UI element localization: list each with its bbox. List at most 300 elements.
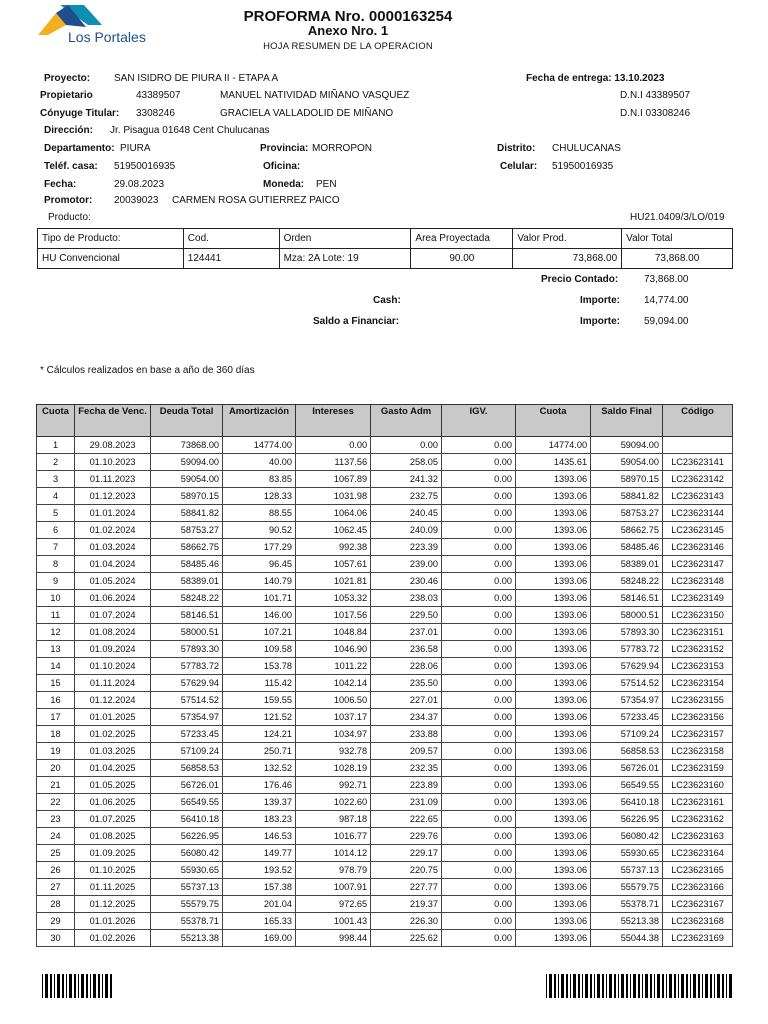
table-cell: 0.00 (442, 879, 516, 896)
moneda-value: PEN (316, 179, 337, 190)
table-cell: 90.52 (223, 522, 296, 539)
table-cell: 1067.89 (296, 471, 371, 488)
precio-contado-value: 73,868.00 (644, 274, 689, 285)
table-cell: 159.55 (223, 692, 296, 709)
table-cell: 932.78 (296, 743, 371, 760)
table-cell: 28 (37, 896, 75, 913)
table-cell: 57354.97 (151, 709, 223, 726)
table-cell: 0.00 (442, 658, 516, 675)
table-cell: 19 (37, 743, 75, 760)
table-cell: 58000.51 (151, 624, 223, 641)
table-row (37, 488, 733, 505)
table-cell: 8 (37, 556, 75, 573)
table-cell: 0.00 (442, 709, 516, 726)
schedule-header-cell: Deuda Total (151, 405, 223, 437)
table-cell: 01.01.2026 (75, 913, 151, 930)
table-cell: 01.07.2024 (75, 607, 151, 624)
table-cell: 238.03 (371, 590, 442, 607)
table-cell: 139.37 (223, 794, 296, 811)
table-cell: 56549.55 (591, 777, 663, 794)
table-cell: 1042.14 (296, 675, 371, 692)
producto-code: HU21.0409/3/LO/019 (630, 212, 725, 223)
provincia-label: Provincia: (260, 143, 309, 154)
table-cell: 107.21 (223, 624, 296, 641)
table-cell: 1037.17 (296, 709, 371, 726)
table-cell: 1393.06 (516, 726, 591, 743)
table-cell: 57514.52 (591, 675, 663, 692)
table-cell: 146.00 (223, 607, 296, 624)
table-row (37, 811, 733, 828)
table-cell: 1393.06 (516, 607, 591, 624)
table-cell: 222.65 (371, 811, 442, 828)
table-cell: 55930.65 (591, 845, 663, 862)
table-row (37, 930, 733, 947)
table-cell: LC23623155 (663, 692, 733, 709)
table-cell: 1393.06 (516, 658, 591, 675)
logo-text: Los Portales (68, 29, 146, 45)
table-cell: 124.21 (223, 726, 296, 743)
schedule-header-cell: Intereses (296, 405, 371, 437)
table-cell: 0.00 (442, 743, 516, 760)
table-cell: 1393.06 (516, 845, 591, 862)
schedule-header-cell: Código (663, 405, 733, 437)
table-cell: 58248.22 (591, 573, 663, 590)
saldo-importe-value: 59,094.00 (644, 316, 689, 327)
table-cell: 58146.51 (591, 590, 663, 607)
table-cell: 987.18 (296, 811, 371, 828)
table-cell: 22 (37, 794, 75, 811)
table-cell: 01.09.2025 (75, 845, 151, 862)
schedule-header-cell: Amortización (223, 405, 296, 437)
table-cell: 29 (37, 913, 75, 930)
table-cell: 01.12.2024 (75, 692, 151, 709)
table-cell: 2 (37, 454, 75, 471)
fecha-label: Fecha: (44, 179, 77, 190)
table-cell: 58970.15 (591, 471, 663, 488)
table-cell: 0.00 (442, 437, 516, 454)
table-cell: 0.00 (442, 828, 516, 845)
table-row (37, 624, 733, 641)
promotor-name: CARMEN ROSA GUTIERREZ PAICO (172, 195, 340, 206)
table-cell: 56226.95 (151, 828, 223, 845)
product-header-cell: Area Proyectada (411, 229, 513, 249)
table-cell: 1393.06 (516, 692, 591, 709)
table-cell: 1393.06 (516, 777, 591, 794)
table-cell: 0.00 (371, 437, 442, 454)
table-cell: 1393.06 (516, 522, 591, 539)
table-cell: 153.78 (223, 658, 296, 675)
table-cell: 57893.30 (151, 641, 223, 658)
product-header-cell: Valor Total (622, 229, 733, 249)
table-cell: 58248.22 (151, 590, 223, 607)
table-cell: LC23623141 (663, 454, 733, 471)
conyuge-name: GRACIELA VALLADOLID DE MIÑANO (220, 108, 394, 119)
table-cell: 169.00 (223, 930, 296, 947)
provincia-value: MORROPON (312, 143, 372, 154)
table-cell: 0.00 (442, 471, 516, 488)
table-cell: 58146.51 (151, 607, 223, 624)
table-cell: 223.89 (371, 777, 442, 794)
table-cell: 73868.00 (151, 437, 223, 454)
table-cell: 201.04 (223, 896, 296, 913)
table-cell: 227.01 (371, 692, 442, 709)
table-cell: 219.37 (371, 896, 442, 913)
table-cell: 226.30 (371, 913, 442, 930)
table-cell: 18 (37, 726, 75, 743)
table-cell: 1006.50 (296, 692, 371, 709)
direccion-label: Dirección: (44, 125, 93, 136)
table-cell: LC23623167 (663, 896, 733, 913)
product-cell-area: 90.00 (411, 249, 513, 269)
table-cell: 229.17 (371, 845, 442, 862)
document-subtitle: Anexo Nro. 1 (307, 23, 389, 38)
table-cell: 01.02.2024 (75, 522, 151, 539)
table-cell: 1393.06 (516, 709, 591, 726)
table-cell: 0.00 (442, 590, 516, 607)
product-header-cell: Cod. (183, 229, 279, 249)
table-cell: 209.57 (371, 743, 442, 760)
precio-contado-label: Precio Contado: (541, 274, 619, 285)
table-cell: 21 (37, 777, 75, 794)
payment-schedule-table (36, 404, 733, 947)
table-cell: LC23623157 (663, 726, 733, 743)
table-cell: 1062.45 (296, 522, 371, 539)
direccion-value: Jr. Pisagua 01648 Cent Chulucanas (110, 125, 270, 136)
table-cell: 59054.00 (591, 454, 663, 471)
distrito-value: CHULUCANAS (552, 143, 621, 154)
table-row (37, 743, 733, 760)
table-cell: 1393.06 (516, 471, 591, 488)
table-cell: 01.10.2023 (75, 454, 151, 471)
product-header-cell: Tipo de Producto: (38, 229, 184, 249)
table-row (37, 658, 733, 675)
table-cell: 1021.81 (296, 573, 371, 590)
table-cell: 56726.01 (151, 777, 223, 794)
product-cell-valor-total: 73,868.00 (622, 249, 733, 269)
table-cell: 01.06.2025 (75, 794, 151, 811)
table-cell: LC23623152 (663, 641, 733, 658)
table-cell: 56080.42 (151, 845, 223, 862)
promotor-label: Promotor: (44, 195, 93, 206)
propietario-id: 43389507 (136, 90, 181, 101)
table-cell: 25 (37, 845, 75, 862)
table-cell: 228.06 (371, 658, 442, 675)
schedule-header-row (37, 405, 733, 437)
table-cell: 1393.06 (516, 624, 591, 641)
document-caption: HOJA RESUMEN DE LA OPERACION (263, 41, 433, 52)
table-cell: 58841.82 (591, 488, 663, 505)
table-cell: 1137.56 (296, 454, 371, 471)
table-cell: 55213.38 (591, 913, 663, 930)
table-cell: 0.00 (442, 641, 516, 658)
table-cell: 01.12.2023 (75, 488, 151, 505)
table-cell: LC23623163 (663, 828, 733, 845)
table-cell: 1011.22 (296, 658, 371, 675)
saldo-label: Saldo a Financiar: (313, 316, 400, 327)
table-cell: LC23623160 (663, 777, 733, 794)
table-cell: 56549.55 (151, 794, 223, 811)
table-cell: LC23623142 (663, 471, 733, 488)
table-cell: 14774.00 (516, 437, 591, 454)
table-cell: 1393.06 (516, 896, 591, 913)
table-row (37, 454, 733, 471)
table-cell: 1393.06 (516, 828, 591, 845)
table-cell: 0.00 (442, 896, 516, 913)
table-cell: 01.05.2025 (75, 777, 151, 794)
table-cell: 1393.06 (516, 488, 591, 505)
table-cell: LC23623143 (663, 488, 733, 505)
table-cell: 0.00 (442, 794, 516, 811)
table-row (37, 692, 733, 709)
schedule-header-cell: Fecha de Venc. (75, 405, 151, 437)
table-cell: LC23623156 (663, 709, 733, 726)
table-cell: 55930.65 (151, 862, 223, 879)
table-cell: 96.45 (223, 556, 296, 573)
table-cell: 234.37 (371, 709, 442, 726)
table-cell: 83.85 (223, 471, 296, 488)
departamento-value: PIURA (120, 143, 151, 154)
table-cell: 59094.00 (151, 454, 223, 471)
oficina-label: Oficina: (263, 161, 301, 172)
table-cell: 58841.82 (151, 505, 223, 522)
table-cell: 223.39 (371, 539, 442, 556)
table-cell: 01.04.2024 (75, 556, 151, 573)
table-cell: 55579.75 (591, 879, 663, 896)
proyecto-value: SAN ISIDRO DE PIURA II - ETAPA A (114, 73, 279, 84)
table-cell: 01.11.2024 (75, 675, 151, 692)
table-cell: 1048.84 (296, 624, 371, 641)
table-cell: LC23623166 (663, 879, 733, 896)
table-cell: 15 (37, 675, 75, 692)
table-cell: 10 (37, 590, 75, 607)
table-cell: 978.79 (296, 862, 371, 879)
table-cell: 9 (37, 573, 75, 590)
table-cell: 236.58 (371, 641, 442, 658)
table-cell: 59094.00 (591, 437, 663, 454)
table-cell: 1435.61 (516, 454, 591, 471)
table-cell: 57233.45 (591, 709, 663, 726)
table-cell: 55737.13 (591, 862, 663, 879)
table-cell: 0.00 (442, 539, 516, 556)
table-cell: 56410.18 (591, 794, 663, 811)
conyuge-id: 3308246 (136, 108, 175, 119)
table-cell: 972.65 (296, 896, 371, 913)
table-cell: LC23623165 (663, 862, 733, 879)
table-cell: 01.10.2025 (75, 862, 151, 879)
table-cell: 6 (37, 522, 75, 539)
table-cell: 183.23 (223, 811, 296, 828)
table-cell: 01.11.2023 (75, 471, 151, 488)
table-cell: 56410.18 (151, 811, 223, 828)
table-cell: 121.52 (223, 709, 296, 726)
table-cell: 1393.06 (516, 794, 591, 811)
table-cell: 88.55 (223, 505, 296, 522)
table-cell: 56226.95 (591, 811, 663, 828)
table-cell: 56726.01 (591, 760, 663, 777)
table-cell: 57783.72 (591, 641, 663, 658)
fecha-value: 29.08.2023 (114, 179, 165, 190)
table-cell: 01.01.2025 (75, 709, 151, 726)
table-cell: 0.00 (442, 675, 516, 692)
table-row (37, 828, 733, 845)
table-cell: LC23623154 (663, 675, 733, 692)
table-cell: LC23623159 (663, 760, 733, 777)
table-cell: 1 (37, 437, 75, 454)
cash-label: Cash: (373, 295, 401, 306)
table-cell: 0.00 (442, 845, 516, 862)
table-cell: LC23623168 (663, 913, 733, 930)
table-cell: 232.35 (371, 760, 442, 777)
product-cell-valor-prod: 73,868.00 (513, 249, 622, 269)
table-cell: 01.02.2026 (75, 930, 151, 947)
table-cell: 58753.27 (151, 522, 223, 539)
table-cell: 58662.75 (591, 522, 663, 539)
table-cell: 58389.01 (591, 556, 663, 573)
table-cell: 55579.75 (151, 896, 223, 913)
table-row (37, 556, 733, 573)
table-cell: 58485.46 (591, 539, 663, 556)
table-cell: 58753.27 (591, 505, 663, 522)
celular-label: Celular: (500, 161, 538, 172)
table-cell: 0.00 (442, 624, 516, 641)
table-row (37, 539, 733, 556)
table-row (37, 437, 733, 454)
schedule-header-cell: Cuota (37, 405, 75, 437)
table-cell: 3 (37, 471, 75, 488)
table-cell: LC23623153 (663, 658, 733, 675)
table-cell: 101.71 (223, 590, 296, 607)
barcode-right (546, 974, 732, 998)
table-cell: 193.52 (223, 862, 296, 879)
table-cell: 239.00 (371, 556, 442, 573)
table-cell: 40.00 (223, 454, 296, 471)
product-cell-orden: Mza: 2A Lote: 19 (279, 249, 411, 269)
table-cell: 240.45 (371, 505, 442, 522)
table-cell: 229.76 (371, 828, 442, 845)
table-row (37, 607, 733, 624)
table-cell: 01.04.2025 (75, 760, 151, 777)
table-cell: 229.50 (371, 607, 442, 624)
celular-value: 51950016935 (552, 161, 614, 172)
table-cell: 1393.06 (516, 913, 591, 930)
table-cell: 57893.30 (591, 624, 663, 641)
table-cell: 12 (37, 624, 75, 641)
proyecto-label: Proyecto: (44, 73, 91, 84)
product-header-cell: Valor Prod. (513, 229, 622, 249)
schedule-header-cell: Saldo Final (591, 405, 663, 437)
table-cell: 165.33 (223, 913, 296, 930)
product-header-cell: Orden (279, 229, 411, 249)
barcode-left (42, 974, 114, 998)
table-cell: 01.06.2024 (75, 590, 151, 607)
table-cell: 0.00 (442, 522, 516, 539)
document-title: PROFORMA Nro. 0000163254 (243, 8, 453, 25)
table-cell: 132.52 (223, 760, 296, 777)
table-cell: 0.00 (296, 437, 371, 454)
table-row (37, 777, 733, 794)
table-row (37, 641, 733, 658)
table-cell: 01.08.2025 (75, 828, 151, 845)
product-table-row (38, 249, 733, 269)
table-row (37, 573, 733, 590)
table-cell: 176.46 (223, 777, 296, 794)
table-cell: 57514.52 (151, 692, 223, 709)
producto-label: Producto: (48, 212, 91, 223)
table-cell: LC23623164 (663, 845, 733, 862)
table-row (37, 760, 733, 777)
table-cell: 0.00 (442, 913, 516, 930)
table-cell: LC23623169 (663, 930, 733, 947)
table-cell: 17 (37, 709, 75, 726)
table-cell: 01.02.2025 (75, 726, 151, 743)
table-cell: 177.29 (223, 539, 296, 556)
table-cell: 0.00 (442, 760, 516, 777)
table-cell: 24 (37, 828, 75, 845)
table-cell: 55378.71 (591, 896, 663, 913)
table-cell: 56858.53 (591, 743, 663, 760)
table-row (37, 913, 733, 930)
table-cell: 250.71 (223, 743, 296, 760)
table-row (37, 471, 733, 488)
table-cell: 57629.94 (151, 675, 223, 692)
table-row (37, 794, 733, 811)
table-cell: 1393.06 (516, 811, 591, 828)
schedule-header-cell: Cuota (516, 405, 591, 437)
table-cell: 14 (37, 658, 75, 675)
table-cell: 01.05.2024 (75, 573, 151, 590)
table-cell: 992.38 (296, 539, 371, 556)
table-cell: 57109.24 (591, 726, 663, 743)
table-row (37, 522, 733, 539)
table-cell (663, 437, 733, 454)
table-cell: 11 (37, 607, 75, 624)
table-cell: 992.71 (296, 777, 371, 794)
table-row (37, 896, 733, 913)
table-cell: 235.50 (371, 675, 442, 692)
table-cell: 01.01.2024 (75, 505, 151, 522)
schedule-body (37, 437, 733, 947)
table-cell: 1393.06 (516, 675, 591, 692)
product-cell-tipo: HU Convencional (38, 249, 184, 269)
table-row (37, 709, 733, 726)
table-cell: 1007.91 (296, 879, 371, 896)
table-cell: 0.00 (442, 930, 516, 947)
cash-importe-label: Importe: (580, 295, 620, 306)
table-cell: 1064.06 (296, 505, 371, 522)
table-cell: 998.44 (296, 930, 371, 947)
table-cell: LC23623162 (663, 811, 733, 828)
telefono-label: Teléf. casa: (44, 161, 98, 172)
table-cell: 149.77 (223, 845, 296, 862)
table-cell: 56858.53 (151, 760, 223, 777)
table-cell: 0.00 (442, 573, 516, 590)
distrito-label: Distrito: (497, 143, 536, 154)
table-cell: 57629.94 (591, 658, 663, 675)
table-cell: 0.00 (442, 607, 516, 624)
telefono-value: 51950016935 (114, 161, 176, 172)
table-cell: 1393.06 (516, 879, 591, 896)
table-cell: 1031.98 (296, 488, 371, 505)
table-cell: 1017.56 (296, 607, 371, 624)
table-cell: 1046.90 (296, 641, 371, 658)
table-cell: 241.32 (371, 471, 442, 488)
table-cell: 115.42 (223, 675, 296, 692)
table-cell: 01.11.2025 (75, 879, 151, 896)
table-cell: 01.12.2025 (75, 896, 151, 913)
table-cell: 1393.06 (516, 590, 591, 607)
moneda-label: Moneda: (263, 179, 305, 190)
table-cell: 128.33 (223, 488, 296, 505)
